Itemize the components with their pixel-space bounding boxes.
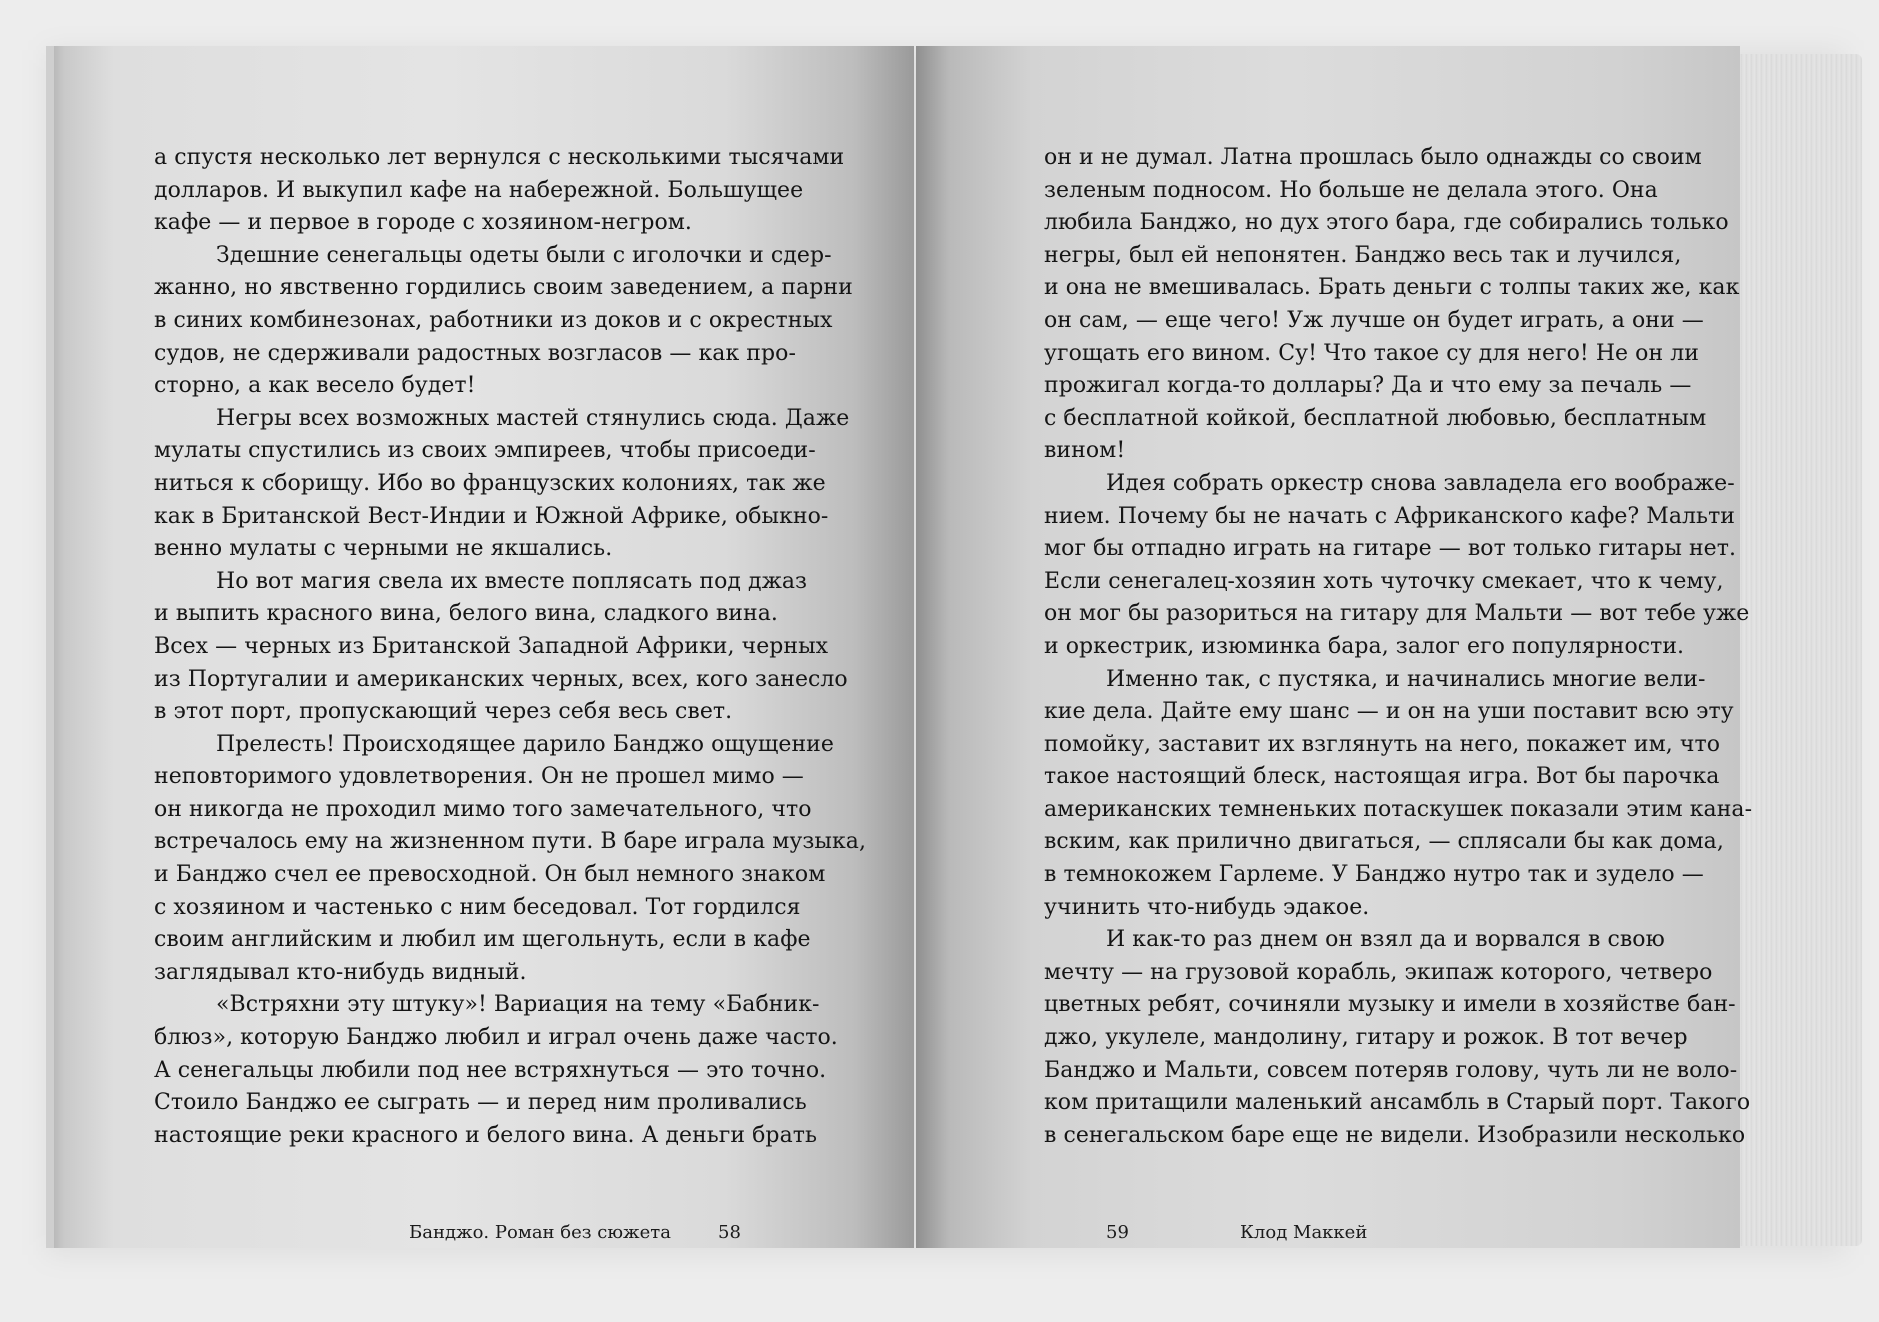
text-line: Стоило Банджо ее сыграть — и перед ним проливались	[154, 1090, 807, 1116]
text-line: он мог бы разориться на гитару для Мальти — вот тебе уже	[1044, 601, 1750, 627]
right-running-title: Клод Маккей	[1240, 1222, 1368, 1243]
text-line: «Встряхни эту штуку»! Вариация на тему «Бабник-	[216, 992, 820, 1018]
text-line: ком притащили маленький ансамбль в Старый порт. Такого	[1044, 1090, 1751, 1116]
text-line: такое настоящий блеск, настоящая игра. Вот бы парочка	[1044, 764, 1720, 790]
text-line: и она не вмешивалась. Брать деньги с толпы таких же, как	[1044, 275, 1740, 301]
text-line: блюз», которую Банджо любил и играл очень даже часто.	[154, 1025, 838, 1051]
text-line: заглядывал кто-нибудь видный.	[154, 959, 527, 985]
text-line: встречалось ему на жизненном пути. В баре играла музыка,	[154, 829, 866, 855]
text-line: кафе — и первое в городе с хозяином-негром.	[154, 210, 692, 236]
text-line: негры, был ей непонятен. Банджо весь так и лучился,	[1044, 242, 1682, 268]
text-line: мечту — на грузовой корабль, экипаж которого, четверо	[1044, 959, 1713, 985]
text-line: как в Британской Вест-Индии и Южной Африке, обыкно-	[154, 503, 829, 529]
left-page-number: 58	[718, 1222, 741, 1243]
text-line: а спустя несколько лет вернулся с несколькими тысячами	[154, 145, 845, 170]
text-line: он сам, — еще чего! Уж лучше он будет играть, а они —	[1044, 307, 1704, 333]
text-line: долларов. И выкупил кафе на набережной. Большущее	[154, 177, 804, 203]
text-line: сторно, а как весело будет!	[154, 373, 476, 399]
text-line: жанно, но явственно гордились своим заведением, а парни	[154, 275, 853, 301]
page-stack-edge	[1738, 54, 1862, 1246]
text-line: Негры всех возможных мастей стянулись сюда. Даже	[216, 405, 850, 431]
text-line: ниться к сборищу. Ибо во французских колониях, так же	[154, 470, 826, 496]
text-line: он никогда не проходил мимо того замечательного, что	[154, 796, 812, 822]
right-page-body	[1044, 142, 1752, 1152]
right-page	[916, 46, 1753, 1248]
text-line: с хозяином и частенько с ним беседовал. Тот гордился	[154, 894, 801, 920]
text-line: венно мулаты с черными не якшались.	[154, 536, 613, 562]
text-line: настоящие реки красного и белого вина. А деньги брать	[154, 1122, 817, 1148]
text-line: нием. Почему бы не начать с Африканского кафе? Мальти	[1044, 503, 1736, 529]
text-line: джо, укулеле, мандолину, гитару и рожок. В тот вечер	[1044, 1025, 1688, 1051]
text-line: кие дела. Дайте ему шанс — и он на уши поставит всю эту	[1044, 699, 1734, 725]
text-line: судов, не сдерживали радостных возгласов — как про-	[154, 340, 796, 366]
right-page-number: 59	[1106, 1222, 1129, 1243]
text-line: учинить что-нибудь эдакое.	[1044, 894, 1370, 920]
text-line: мог бы отпадно играть на гитаре — вот только гитары нет.	[1044, 536, 1736, 562]
text-line: любила Банджо, но дух этого бара, где собирались только	[1044, 210, 1729, 236]
text-line: вином!	[1044, 438, 1126, 464]
text-line: мулаты спустились из своих эмпиреев, чтобы присоеди-	[154, 438, 816, 464]
left-page	[46, 46, 914, 1248]
text-line: Здешние сенегальцы одеты были с иголочки и сдер-	[216, 242, 832, 268]
text-line: своим английским и любил им щегольнуть, если в кафе	[154, 927, 811, 953]
text-line: И как-то раз днем он взял да и ворвался в свою	[1106, 927, 1665, 953]
text-line: с бесплатной койкой, бесплатной любовью, бесплатным	[1044, 405, 1707, 431]
text-line: из Португалии и американских черных, всех, кого занесло	[154, 666, 848, 692]
text-line: Прелесть! Происходящее дарило Банджо ощущение	[216, 731, 834, 757]
text-line: и Банджо счел ее превосходной. Он был немного знаком	[154, 862, 826, 888]
left-page-body	[154, 142, 866, 1152]
text-line: в этот порт, пропускающий через себя весь свет.	[154, 699, 733, 725]
text-line: помойку, заставит их взглянуть на него, покажет им, что	[1044, 731, 1721, 757]
text-line: зеленым подносом. Но больше не делала этого. Она	[1044, 177, 1658, 203]
text-line: неповторимого удовлетворения. Он не прошел мимо —	[154, 764, 804, 790]
text-line: Идея собрать оркестр снова завладела его воображе-	[1106, 470, 1735, 496]
left-running-title: Банджо. Роман без сюжета	[409, 1222, 671, 1243]
text-line: А сенегальцы любили под нее встряхнуться — это точно.	[154, 1057, 827, 1083]
text-line: и оркестрик, изюминка бара, залог его популярности.	[1044, 633, 1685, 659]
text-line: Но вот магия свела их вместе поплясать под джаз	[216, 568, 808, 594]
text-line: Банджо и Мальти, совсем потеряв голову, чуть ли не воло-	[1044, 1057, 1738, 1083]
text-line: и выпить красного вина, белого вина, сладкого вина.	[154, 601, 778, 627]
text-line: вским, как прилично двигаться, — сплясали бы как дома,	[1044, 829, 1724, 855]
text-line: в сенегальском баре еще не видели. Изобразили несколько	[1044, 1122, 1746, 1148]
text-line: в темнокожем Гарлеме. У Банджо нутро так и зудело —	[1044, 862, 1704, 888]
text-line: он и не думал. Латна прошлась было однажды со своим	[1044, 145, 1702, 170]
text-line: прожигал когда-то доллары? Да и что ему за печаль —	[1044, 373, 1692, 399]
text-line: Если сенегалец-хозяин хоть чуточку смекает, что к чему,	[1044, 568, 1724, 594]
text-line: угощать его вином. Су! Что такое су для него! Не он ли	[1044, 340, 1699, 366]
text-line: в синих комбинезонах, работники из доков и с окрестных	[154, 307, 833, 333]
text-line: Именно так, с пустяка, и начинались многие вели-	[1106, 666, 1706, 692]
text-line: цветных ребят, сочиняли музыку и имели в хозяйстве бан-	[1044, 992, 1736, 1018]
text-line: американских темненьких потаскушек показали этим кана-	[1044, 796, 1753, 822]
text-line: Всех — черных из Британской Западной Африки, черных	[154, 633, 829, 659]
